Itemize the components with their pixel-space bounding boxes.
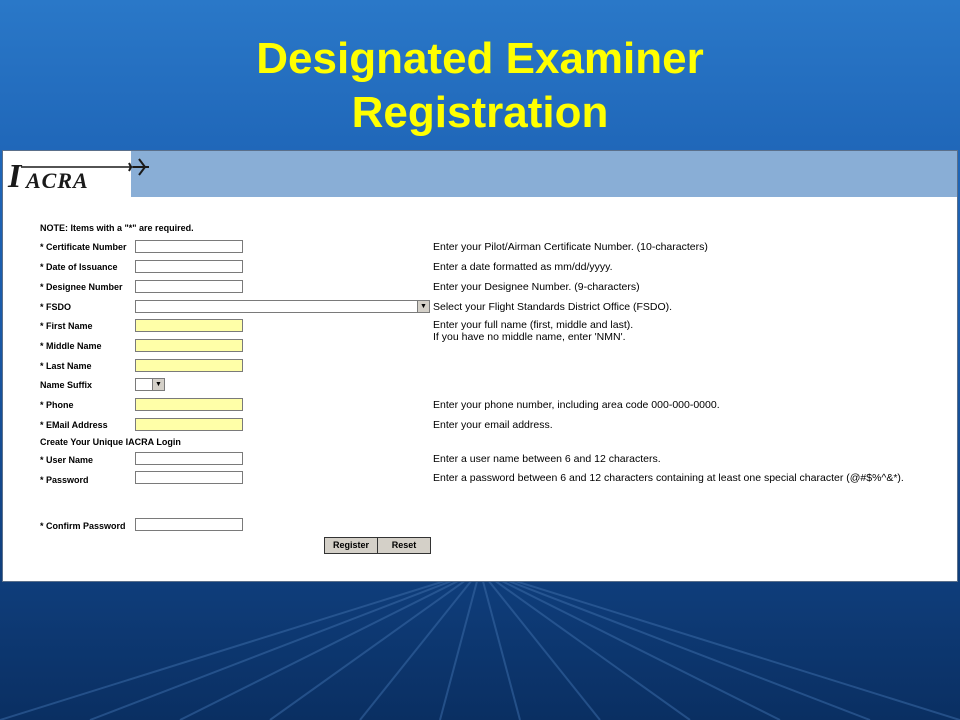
- first-name-input[interactable]: [135, 319, 243, 332]
- name-suffix-label: Name Suffix: [40, 380, 93, 390]
- date-of-issuance-input[interactable]: [135, 260, 243, 273]
- designee-number-input[interactable]: [135, 280, 243, 293]
- first-name-label: * First Name: [40, 321, 93, 331]
- background-rays: [0, 580, 960, 720]
- email-label: * EMail Address: [40, 420, 108, 430]
- registration-screenshot: [2, 150, 958, 582]
- phone-input[interactable]: [135, 398, 243, 411]
- certificate-number-hint: Enter your Pilot/Airman Certificate Number. (10-characters): [433, 241, 708, 253]
- email-input[interactable]: [135, 418, 243, 431]
- login-section-heading: Create Your Unique IACRA Login: [40, 437, 181, 447]
- middle-name-hint: If you have no middle name, enter 'NMN'.: [433, 331, 626, 343]
- slide-title-line1: Designated Examiner: [256, 34, 704, 83]
- user-name-input[interactable]: [135, 452, 243, 465]
- phone-hint: Enter your phone number, including area code 000-000-0000.: [433, 399, 720, 411]
- date-of-issuance-hint: Enter a date formatted as mm/dd/yyyy.: [433, 261, 613, 273]
- designee-number-hint: Enter your Designee Number. (9-characters): [433, 281, 640, 293]
- password-input[interactable]: [135, 471, 243, 484]
- certificate-number-input[interactable]: [135, 240, 243, 253]
- user-name-label: * User Name: [40, 455, 94, 465]
- fsdo-select[interactable]: [135, 300, 430, 313]
- password-hint: Enter a password between 6 and 12 characters containing at least one special character (@#$%^&*).: [433, 472, 904, 484]
- full-name-hint: Enter your full name (first, middle and last).: [433, 319, 634, 331]
- reset-button[interactable]: Reset: [377, 537, 431, 554]
- chevron-down-icon[interactable]: ▼: [417, 301, 429, 312]
- phone-label: * Phone: [40, 400, 74, 410]
- logo-initial: I: [8, 158, 22, 195]
- slide-title-line2: Registration: [351, 88, 609, 137]
- date-of-issuance-label: * Date of Issuance: [40, 262, 118, 272]
- last-name-input[interactable]: [135, 359, 243, 372]
- iacra-logo: [3, 151, 131, 197]
- designee-number-label: * Designee Number: [40, 282, 123, 292]
- airplane-icon: [21, 155, 151, 181]
- register-button[interactable]: Register: [324, 537, 378, 554]
- fsdo-hint: Select your Flight Standards District Office (FSDO).: [433, 301, 673, 313]
- certificate-number-label: * Certificate Number: [40, 242, 127, 252]
- middle-name-label: * Middle Name: [40, 341, 102, 351]
- user-name-hint: Enter a user name between 6 and 12 characters.: [433, 453, 661, 465]
- password-label: * Password: [40, 475, 89, 485]
- email-hint: Enter your email address.: [433, 419, 553, 431]
- name-suffix-select[interactable]: [135, 378, 165, 391]
- logo-text: ACRA: [26, 168, 89, 193]
- confirm-password-label: * Confirm Password: [40, 521, 126, 531]
- slide-title: [0, 32, 960, 140]
- last-name-label: * Last Name: [40, 361, 92, 371]
- chevron-down-icon[interactable]: ▼: [152, 379, 164, 390]
- required-note: NOTE: Items with a "*" are required.: [40, 223, 194, 233]
- fsdo-label: * FSDO: [40, 302, 72, 312]
- confirm-password-input[interactable]: [135, 518, 243, 531]
- middle-name-input[interactable]: [135, 339, 243, 352]
